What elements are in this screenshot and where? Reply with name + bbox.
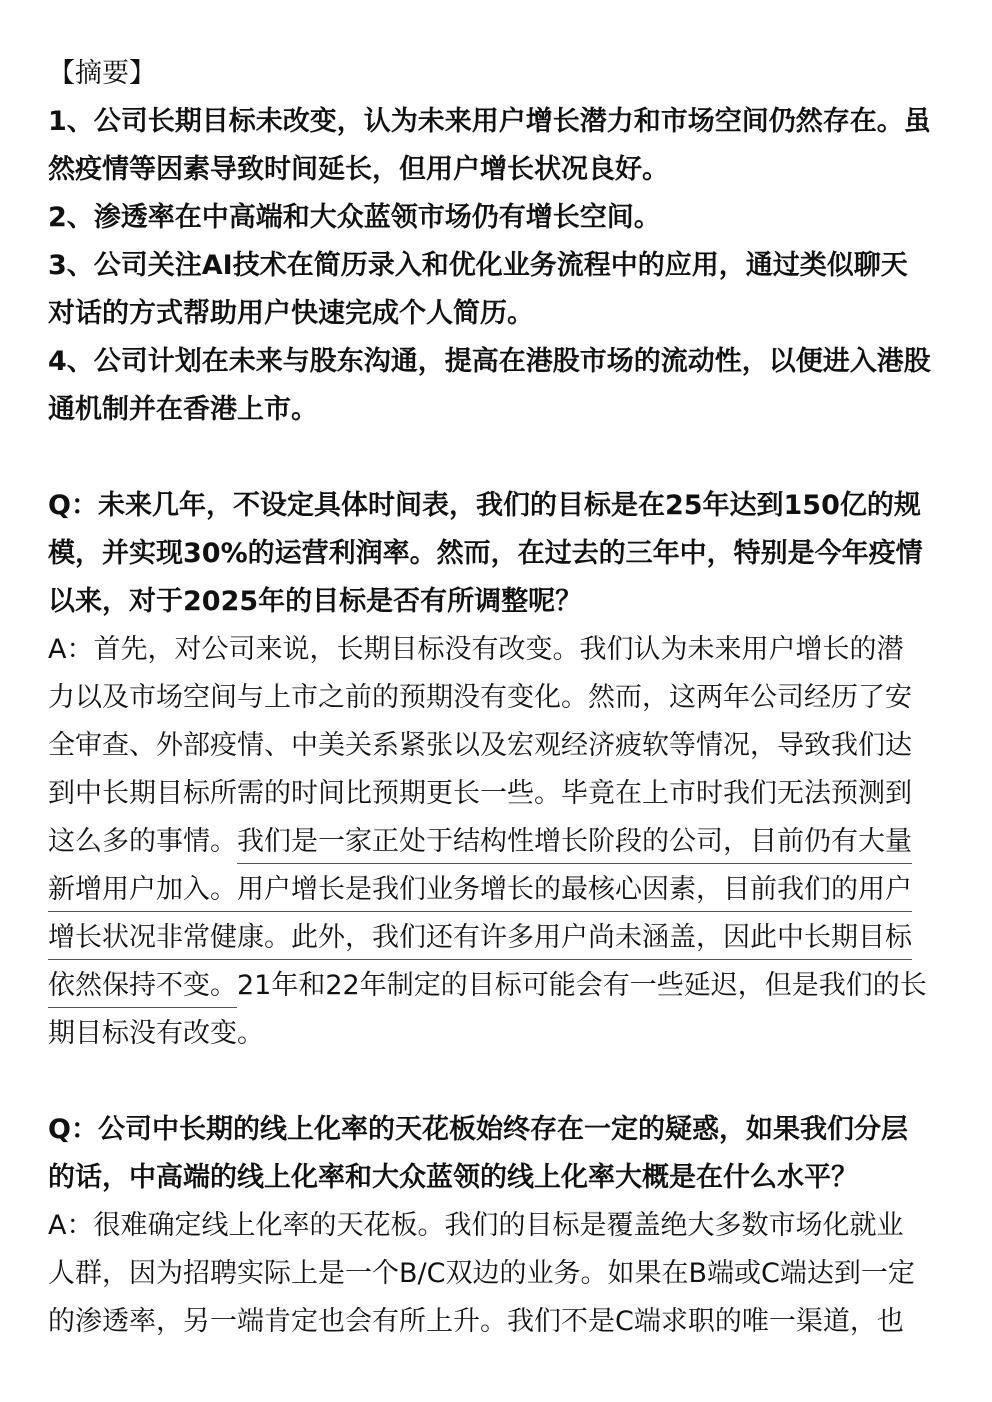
summary-line: 3、公司关注AI技术在简历录入和优化业务流程中的应用，通过类似聊天 bbox=[48, 250, 908, 281]
answer-line: 到中长期目标所需的时间比预期更长一些。毕竟在上市时我们无法预测到 bbox=[48, 778, 912, 809]
answer-line: A：很难确定线上化率的天花板。我们的目标是覆盖绝大多数市场化就业 bbox=[48, 1210, 904, 1241]
underlined-text: 依然保持不变。 bbox=[48, 970, 237, 1008]
underlined-text: 增长状况非常健康。此外，我们还有许多用户尚未涵盖，因此中长期目标 bbox=[48, 922, 912, 960]
question-line: 的话，中高端的线上化率和大众蓝领的线上化率大概是在什么水平？ bbox=[48, 1162, 858, 1193]
summary-line: 然疫情等因素导致时间延长，但用户增长状况良好。 bbox=[48, 154, 669, 185]
section-gap bbox=[48, 1058, 948, 1106]
question-line: 模，并实现30%的运营利润率。然而，在过去的三年中，特别是今年疫情 bbox=[48, 538, 923, 569]
summary-line: 1、公司长期目标未改变，认为未来用户增长潜力和市场空间仍然存在。虽 bbox=[48, 106, 931, 137]
answer-line bbox=[48, 866, 948, 914]
summary-heading: 【摘要】 bbox=[48, 58, 156, 89]
answer-line: 力以及市场空间与上市之前的预期没有变化。然而，这两年公司经历了安 bbox=[48, 682, 912, 713]
answer-line: 人群，因为招聘实际上是一个B/C双边的业务。如果在B端或C端达到一定 bbox=[48, 1258, 915, 1289]
answer-text: 21年和22年制定的目标可能会有一些延迟，但是我们的长 bbox=[237, 970, 927, 1001]
question-line: 以来，对于2025年的目标是否有所调整呢？ bbox=[48, 586, 583, 617]
underlined-text: 新增用户加入。用户增长是我们业务增长的最核心因素，目前我们的用户 bbox=[48, 874, 912, 912]
answer-line bbox=[48, 914, 948, 962]
answer-line bbox=[48, 818, 948, 866]
underlined-text: 我们是一家正处于结构性增长阶段的公司，目前仍有大量 bbox=[237, 826, 912, 864]
summary-line: 对话的方式帮助用户快速完成个人简历。 bbox=[48, 298, 534, 329]
answer-text: 这么多的事情。 bbox=[48, 826, 237, 857]
answer-line: 全审查、外部疫情、中美关系紧张以及宏观经济疲软等情况，导致我们达 bbox=[48, 730, 912, 761]
section-gap bbox=[48, 434, 948, 482]
answer-line: A：首先，对公司来说，长期目标没有改变。我们认为未来用户增长的潜 bbox=[48, 634, 904, 665]
document-body bbox=[48, 50, 948, 1346]
summary-line: 2、渗透率在中高端和大众蓝领市场仍有增长空间。 bbox=[48, 202, 661, 233]
question-line: Q：未来几年，不设定具体时间表，我们的目标是在25年达到150亿的规 bbox=[48, 490, 921, 521]
answer-line: 的渗透率，另一端肯定也会有所上升。我们不是C端求职的唯一渠道，也 bbox=[48, 1306, 904, 1337]
question-line: Q：公司中长期的线上化率的天花板始终存在一定的疑惑，如果我们分层 bbox=[48, 1114, 908, 1145]
answer-line bbox=[48, 962, 948, 1010]
summary-line: 4、公司计划在未来与股东沟通，提高在港股市场的流动性，以便进入港股 bbox=[48, 346, 931, 377]
answer-line: 期目标没有改变。 bbox=[48, 1018, 264, 1049]
summary-line: 通机制并在香港上市。 bbox=[48, 394, 318, 425]
